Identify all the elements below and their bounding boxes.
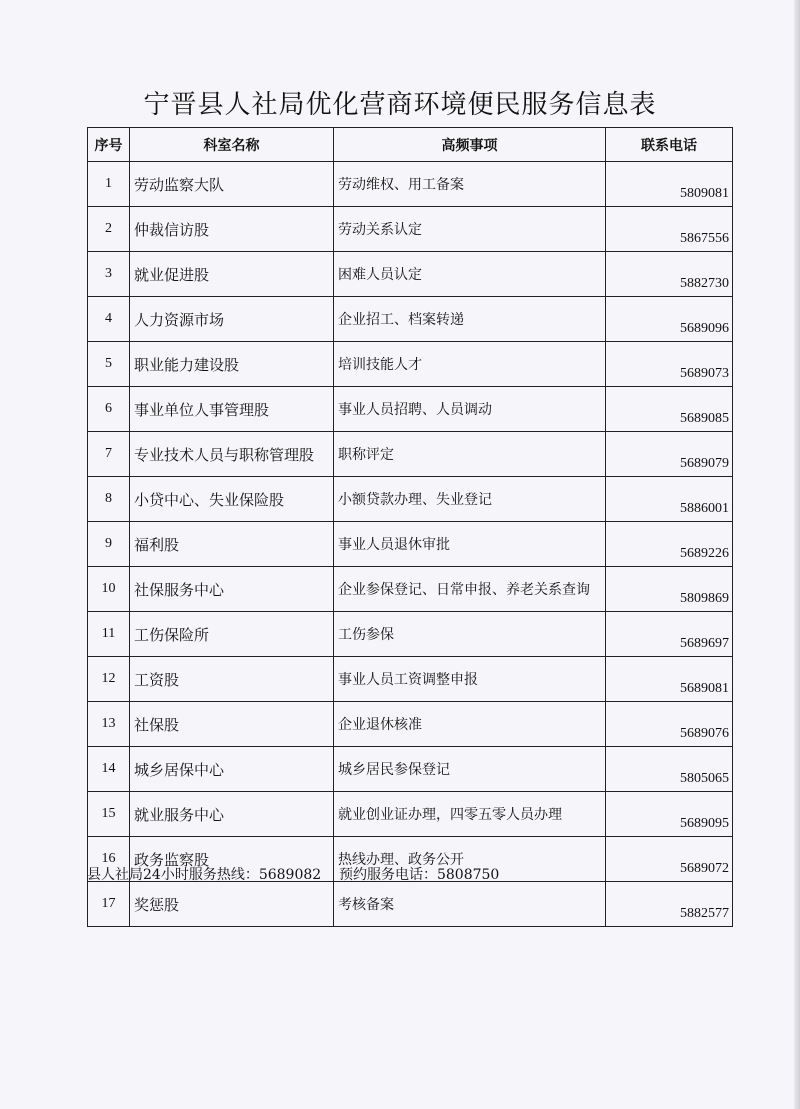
row-department: 工伤保险所 xyxy=(130,612,334,657)
row-frequent-item: 企业招工、档案转递 xyxy=(334,297,606,342)
row-phone: 5689079 xyxy=(606,432,733,477)
row-department: 社保服务中心 xyxy=(130,567,334,612)
row-index: 10 xyxy=(88,567,130,612)
row-frequent-item: 城乡居民参保登记 xyxy=(334,747,606,792)
row-phone: 5805065 xyxy=(606,747,733,792)
row-index: 17 xyxy=(88,882,130,927)
page-edge-shadow xyxy=(794,0,800,1109)
row-frequent-item: 困难人员认定 xyxy=(334,252,606,297)
row-index: 13 xyxy=(88,702,130,747)
row-index: 12 xyxy=(88,657,130,702)
row-department: 专业技术人员与职称管理股 xyxy=(130,432,334,477)
table-row xyxy=(88,882,733,927)
row-index: 15 xyxy=(88,792,130,837)
row-frequent-item: 劳动关系认定 xyxy=(334,207,606,252)
row-frequent-item: 考核备案 xyxy=(334,882,606,927)
table-row xyxy=(88,522,733,567)
row-phone: 5689226 xyxy=(606,522,733,567)
row-index: 1 xyxy=(88,162,130,207)
row-index: 9 xyxy=(88,522,130,567)
row-frequent-item: 劳动维权、用工备案 xyxy=(334,162,606,207)
row-index: 3 xyxy=(88,252,130,297)
row-phone: 5689081 xyxy=(606,657,733,702)
row-frequent-item: 小额贷款办理、失业登记 xyxy=(334,477,606,522)
footer-hotline: 县人社局24小时服务热线：5689082 xyxy=(87,867,322,883)
row-phone: 5689085 xyxy=(606,387,733,432)
table-row xyxy=(88,567,733,612)
row-department: 小贷中心、失业保险股 xyxy=(130,477,334,522)
row-department: 就业服务中心 xyxy=(130,792,334,837)
row-phone: 5882730 xyxy=(606,252,733,297)
row-department: 奖惩股 xyxy=(130,882,334,927)
table-row xyxy=(88,657,733,702)
table-row xyxy=(88,612,733,657)
row-department: 职业能力建设股 xyxy=(130,342,334,387)
row-index: 2 xyxy=(88,207,130,252)
row-phone: 5689076 xyxy=(606,702,733,747)
row-phone: 5689096 xyxy=(606,297,733,342)
header-phone: 联系电话 xyxy=(606,128,733,162)
row-frequent-item: 企业参保登记、日常申报、养老关系查询 xyxy=(334,567,606,612)
table-row xyxy=(88,477,733,522)
row-phone: 5882577 xyxy=(606,882,733,927)
row-index: 5 xyxy=(88,342,130,387)
row-department: 福利股 xyxy=(130,522,334,567)
row-index: 8 xyxy=(88,477,130,522)
service-info-table xyxy=(87,127,733,927)
table-row xyxy=(88,342,733,387)
row-index: 16 xyxy=(88,837,130,882)
row-frequent-item: 就业创业证办理，四零五零人员办理 xyxy=(334,792,606,837)
table-row xyxy=(88,387,733,432)
row-phone: 5886001 xyxy=(606,477,733,522)
table-row xyxy=(88,207,733,252)
table-row xyxy=(88,747,733,792)
row-department: 工资股 xyxy=(130,657,334,702)
row-phone: 5689095 xyxy=(606,792,733,837)
row-index: 14 xyxy=(88,747,130,792)
table-row xyxy=(88,297,733,342)
footer-appointment: 预约服务电话：5808750 xyxy=(338,867,500,883)
row-phone: 5689697 xyxy=(606,612,733,657)
row-department: 劳动监察大队 xyxy=(130,162,334,207)
table-header-row xyxy=(88,128,733,162)
row-index: 11 xyxy=(88,612,130,657)
row-phone: 5809081 xyxy=(606,162,733,207)
row-department: 社保股 xyxy=(130,702,334,747)
table-row xyxy=(88,792,733,837)
table-row xyxy=(88,252,733,297)
row-department: 政务监察股 xyxy=(130,837,334,882)
header-department: 科室名称 xyxy=(130,128,334,162)
table-row xyxy=(88,162,733,207)
document-title: 宁晋县人社局优化营商环境便民服务信息表 xyxy=(143,90,657,120)
header-index: 序号 xyxy=(88,128,130,162)
row-frequent-item: 职称评定 xyxy=(334,432,606,477)
row-frequent-item: 工伤参保 xyxy=(334,612,606,657)
row-frequent-item: 培训技能人才 xyxy=(334,342,606,387)
row-phone: 5689073 xyxy=(606,342,733,387)
header-frequent-items: 高频事项 xyxy=(334,128,606,162)
row-department: 人力资源市场 xyxy=(130,297,334,342)
table-row xyxy=(88,702,733,747)
row-phone: 5689072 xyxy=(606,837,733,882)
row-department: 事业单位人事管理股 xyxy=(130,387,334,432)
row-frequent-item: 企业退休核准 xyxy=(334,702,606,747)
row-phone: 5867556 xyxy=(606,207,733,252)
row-index: 7 xyxy=(88,432,130,477)
row-department: 城乡居保中心 xyxy=(130,747,334,792)
row-frequent-item: 事业人员退休审批 xyxy=(334,522,606,567)
row-frequent-item: 事业人员招聘、人员调动 xyxy=(334,387,606,432)
row-department: 就业促进股 xyxy=(130,252,334,297)
row-department: 仲裁信访股 xyxy=(130,207,334,252)
row-index: 6 xyxy=(88,387,130,432)
table-row xyxy=(88,432,733,477)
row-phone: 5809869 xyxy=(606,567,733,612)
row-frequent-item: 热线办理、政务公开 xyxy=(334,837,606,882)
row-index: 4 xyxy=(88,297,130,342)
row-frequent-item: 事业人员工资调整申报 xyxy=(334,657,606,702)
footer-contacts xyxy=(87,864,499,884)
